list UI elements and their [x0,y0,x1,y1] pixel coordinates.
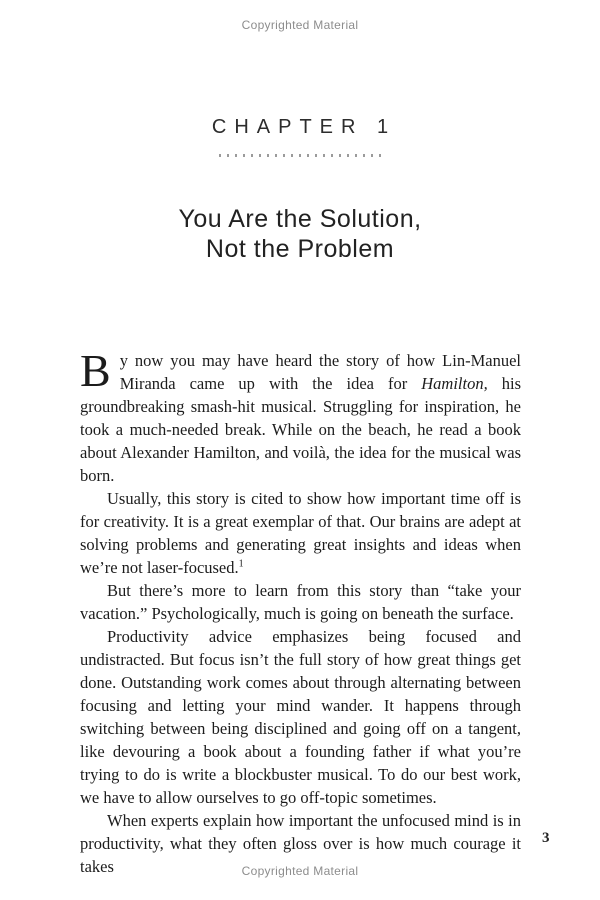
dotted-divider [219,154,381,157]
body-text [80,345,521,878]
paragraph-1-text-b: his groundbreaking smash-hit musical. Struggling for inspiration, he took a much-needed break. While on the beach, he read a book about Alexander Hamilton, and voilà, the idea for the musical was born. [80,374,521,485]
chapter-title [0,204,600,264]
book-title-italic: Hamilton, [421,374,488,393]
paragraph-4: Productivity advice emphasizes being focused and undistracted. But focus isn’t the full story of how great things get done. Outstanding work comes about through alternating between focusing and letting your mind wander. It happens through switching between being disciplined and going off on a tangent, like devouring a book about a founding father if what you’re trying to do is write a blockbuster musical. To do our best work, we have to allow ourselves to go off-topic sometimes. [80,627,521,807]
chapter-label: CHAPTER 1 [211,116,397,138]
footnote-marker: 1 [238,558,244,570]
page-number: 3 [542,830,550,846]
paragraph-1 [80,345,521,487]
paragraph-2 [80,487,521,579]
copyright-notice-top: Copyrighted Material [241,18,359,32]
paragraph-1-text-a: y now you may have heard the story of how Lin-Manuel Miranda came up with the idea for [119,351,521,393]
chapter-title-line1: You Are the Solution, [178,205,422,233]
dropcap: B [80,345,111,396]
chapter-title-line2: Not the Problem [205,235,395,263]
paragraph-3: But there’s more to learn from this story than “take your vacation.” Psychologically, much is going on beneath the surface. [80,581,521,623]
paragraph-2-text: Usually, this story is cited to show how important time off is for creativity. It is a great exemplar of that. Our brains are adept at solving problems and generating great insights and ideas when we’re not laser-focused. [80,489,521,577]
paragraph-5: When experts explain how important the unfocused mind is in productivity, what they often gloss over is how much courage it takes [80,811,521,876]
copyright-notice-bottom: Copyrighted Material [241,864,359,878]
